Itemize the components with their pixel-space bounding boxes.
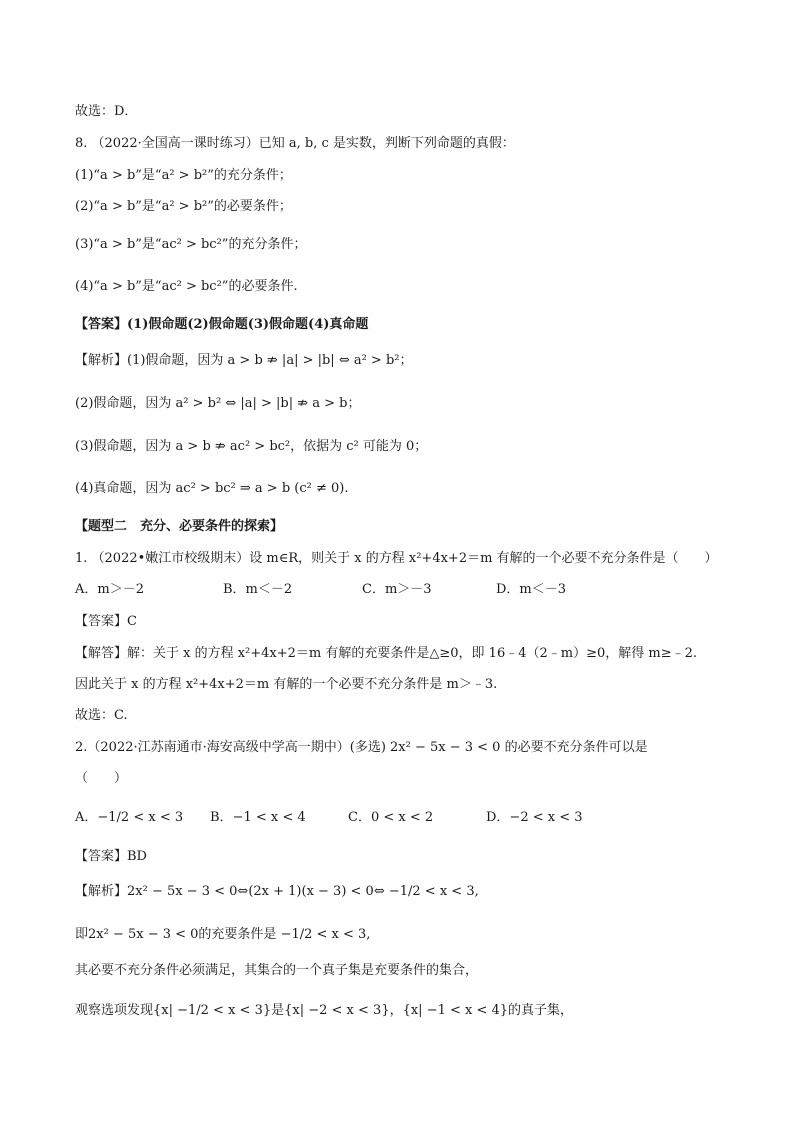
question-1: 1. （2022•嫩江市校级期末）设 m∈R，则关于 x 的方程 x²+4x+2＝m 有解的一个必要不充分条件是（ ） bbox=[75, 551, 718, 566]
analysis-line: (3)假命题，因为 a > b ⇏ ac² > bc²，依据为 c² 可能为 0； bbox=[75, 439, 428, 454]
option-d: D．m＜－3 bbox=[496, 582, 567, 597]
answer-line: 【答案】(1)假命题(2)假命题(3)假命题(4)真命题 bbox=[75, 317, 369, 332]
solution-line: 因此关于 x 的方程 x²+4x+2＝m 有解的一个必要不充分条件是 m＞﹣3. bbox=[75, 677, 498, 692]
analysis-line: (4)真命题，因为 ac² > bc² ⇒ a > b (c² ≠ 0). bbox=[75, 481, 349, 496]
text-line: (2)“a > b”是“a² > b²”的必要条件； bbox=[75, 199, 292, 214]
answer-line: 【答案】C bbox=[75, 614, 137, 629]
option-a: A．m＞－2 bbox=[75, 582, 144, 597]
text-line: 故选：C. bbox=[75, 708, 128, 723]
option-d: D．−2 < x < 3 bbox=[486, 810, 583, 825]
text-line: (4)“a > b”是“ac² > bc²”的必要条件. bbox=[75, 279, 298, 294]
option-b: B．−1 < x < 4 bbox=[210, 810, 306, 825]
solution-line: 【解答】解：关于 x 的方程 x²+4x+2＝m 有解的充要条件是△≥0，即 16﹣4（2﹣m）≥0，解得 m≥﹣2. bbox=[75, 646, 698, 661]
section-heading: 【题型二 充分、必要条件的探索】 bbox=[75, 519, 284, 534]
option-c: C．m＞－3 bbox=[362, 582, 432, 597]
text-line: 故选：D． bbox=[75, 104, 138, 119]
text-line: (1)“a > b”是“a² > b²”的充分条件； bbox=[75, 168, 292, 183]
option-c: C．0 < x < 2 bbox=[348, 810, 434, 825]
answer-line: 【答案】BD bbox=[75, 849, 147, 864]
option-b: B．m＜－2 bbox=[223, 582, 293, 597]
analysis-line: 其必要不充分条件必须满足，其集合的一个真子集是充要条件的集合， bbox=[75, 963, 479, 978]
analysis-line: 即2x² − 5x − 3 < 0的充要条件是 −1/2 < x < 3, bbox=[75, 927, 371, 942]
analysis-line: (2)假命题，因为 a² > b² ⇔ |a| > |b| ⇏ a > b； bbox=[75, 396, 361, 411]
answer-blank: （ ） bbox=[75, 771, 128, 786]
analysis-line: 【解析】2x² − 5x − 3 < 0⇔(2x + 1)(x − 3) < 0⇔ −1/2 < x < 3, bbox=[75, 884, 479, 899]
question-2: 2.（2022·江苏南通市·海安高级中学高一期中）(多选) 2x² − 5x − 3 < 0 的必要不充分条件可以是 bbox=[75, 740, 648, 755]
question-8: 8. （2022·全国高一课时练习）已知 a, b, c 是实数，判断下列命题的真假： bbox=[75, 136, 515, 151]
text-line: (3)“a > b”是“ac² > bc²”的充分条件； bbox=[75, 237, 307, 252]
analysis-line: 观察选项发现{x| −1/2 < x < 3}是{x| −2 < x < 3}，{x| −1 < x < 4}的真子集， bbox=[75, 1003, 574, 1018]
option-a: A．−1/2 < x < 3 bbox=[75, 810, 184, 825]
analysis-line: 【解析】(1)假命题，因为 a > b ⇏ |a| > |b| ⇔ a² > b²； bbox=[75, 353, 413, 368]
